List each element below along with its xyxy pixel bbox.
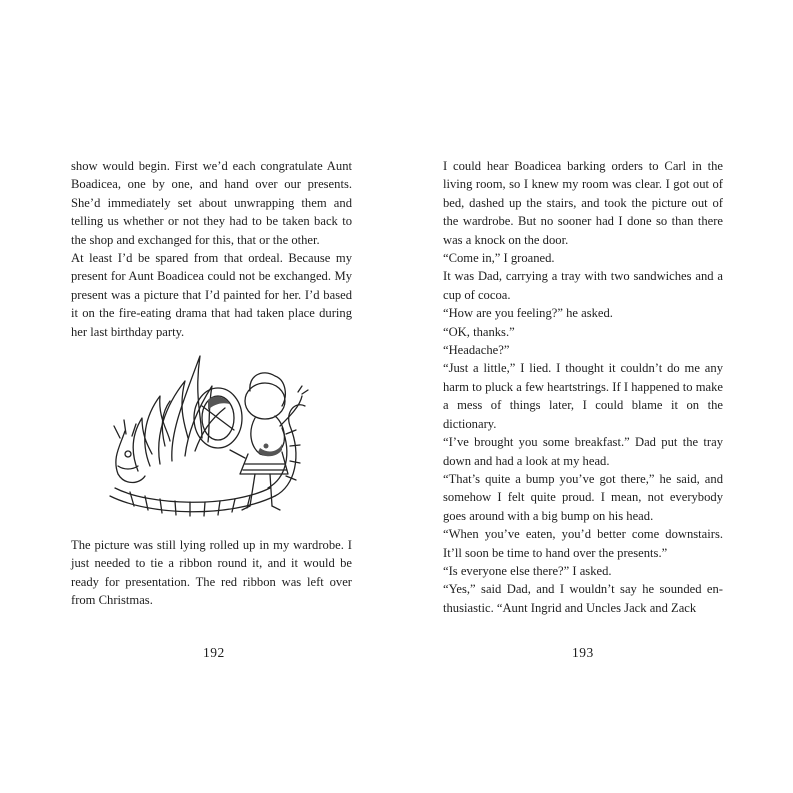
paragraph: It was Dad, carrying a tray with two sandwiches and a cup of cocoa.	[443, 269, 723, 302]
left-page	[0, 0, 396, 793]
paragraph: “When you’ve eaten, you’d better come downstairs. It’ll soon be time to hand over the presents.”	[443, 527, 723, 560]
paragraph: “Just a little,” I lied. I thought it couldn’t do me any harm to pluck a few heartstrings. If I happened to make a mess of things later, I could blame it on the dictionary.	[443, 361, 723, 431]
left-page-text-top	[71, 157, 352, 341]
page-number: 192	[203, 645, 225, 660]
paragraph: The picture was still lying rolled up in my wardrobe. I just needed to tie a ribbon round it, and it would be ready for presentation. The red ribbon was left over from Christmas.	[71, 538, 352, 608]
left-page-text-bottom	[71, 536, 352, 610]
paragraph: “Is everyone else there?” I asked.	[443, 563, 612, 578]
paragraph: “I’ve brought you some breakfast.” Dad put the tray down and had a look at my head.	[443, 435, 723, 468]
paragraph: “OK, thanks.”	[443, 324, 515, 339]
right-page	[396, 0, 793, 793]
right-page-text	[443, 157, 723, 617]
paragraph: “Yes,” said Dad, and I wouldn’t say he sounded enthusiastic. “Aunt Ingrid and Uncles Jack and Zack	[443, 582, 723, 615]
paragraph: I could hear Boadicea barking orders to Carl in the living room, so I knew my room was clear. I got out of bed, dashed up the stairs, and took the picture out of the wardrobe. But no sooner had I done so than there was a knock on the door.	[443, 159, 723, 247]
paragraph: At least I’d be spared from that ordeal. Because my present for Aunt Boadicea could not be exchanged. My present was a picture that I’d painted for her. I’d based it on the fire-eating drama that had taken place during her last birthday party.	[71, 251, 352, 339]
page-number: 193	[572, 645, 594, 660]
fire-eater-illustration	[90, 346, 320, 521]
paragraph: “That’s quite a bump you’ve got there,” he said, and somehow I felt quite proud. I mean, not everybody goes around with a big bump on his head.	[443, 471, 723, 523]
paragraph: show would begin. First we’d each congratulate Aunt Boadicea, one by one, and hand over our presents. She’d immediately set about unwrapping them and telling us whether or not they had to be taken back to the shop and exchanged for this, that or the other.	[71, 159, 352, 247]
paragraph: “Come in,” I groaned.	[443, 251, 555, 266]
paragraph: “Headache?”	[443, 343, 510, 358]
paragraph: “How are you feeling?” he asked.	[443, 306, 613, 321]
